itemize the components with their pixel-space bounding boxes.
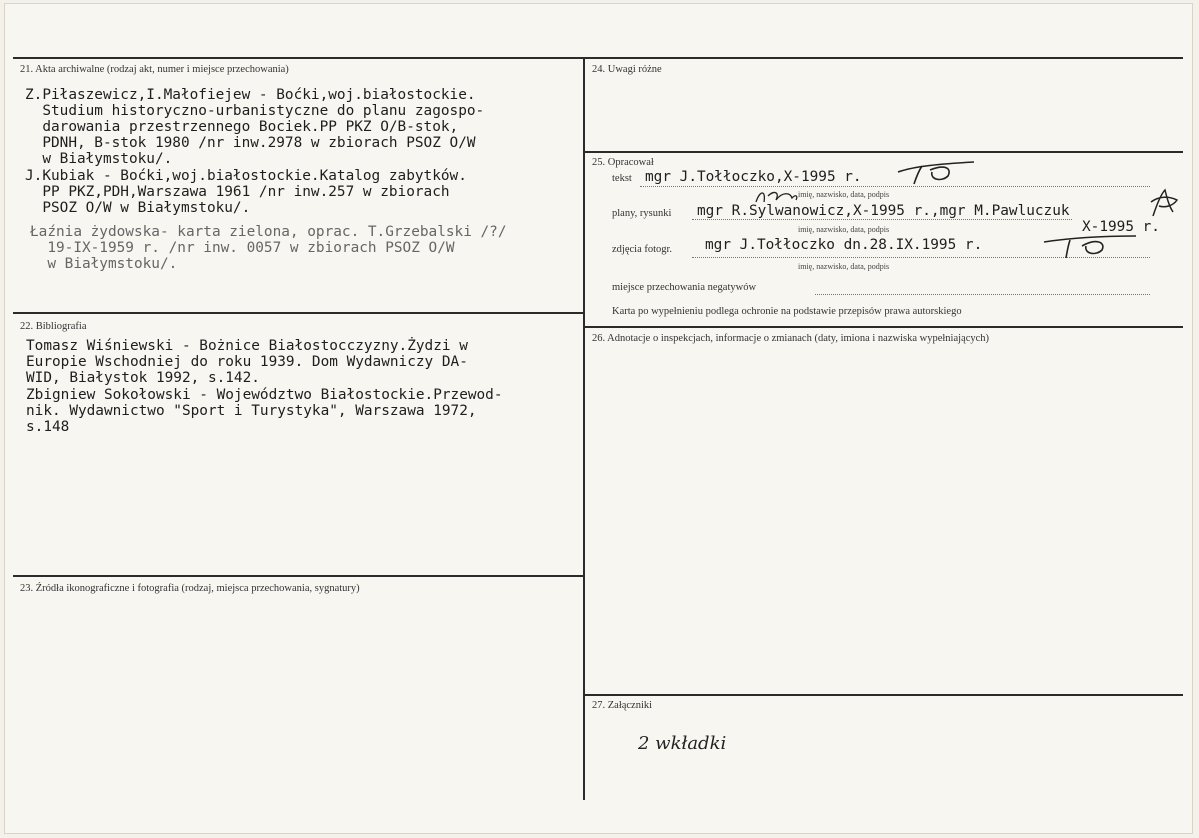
section-26-label: 26. Adnotacje o inspekcjach, informacje o zmianach (daty, imiona i nazwiska wypełniających) (592, 333, 990, 344)
section-23-label: 23. Źródła ikonograficzne i fotografia (rodzaj, miejsca przechowania, sygnatury) (20, 583, 360, 594)
s22-line: Tomasz Wiśniewski - Bożnice Białostocczyzny.Żydzi w (26, 338, 468, 354)
s21-faded-line: w Białymstoku/. (30, 256, 178, 272)
s21-line: Z.Piłaszewicz,I.Małofiejew - Boćki,woj.białostockie. (25, 87, 476, 103)
section-22-label: 22. Bibliografia (20, 321, 87, 332)
zdjecia-label: zdjęcia fotogr. (612, 244, 673, 255)
s22-line: WID, Białystok 1992, s.142. (26, 370, 260, 386)
negatywy-label: miejsce przechowania negatywów (612, 282, 757, 293)
plany-value: mgr R.Sylwanowicz,X-1995 r.,mgr M.Pawluczuk (697, 203, 1070, 219)
rule-24-25 (585, 151, 1183, 153)
rule-25-26 (585, 326, 1183, 328)
s21-line: Studium historyczno-urbanistyczne do planu zagospo- (25, 103, 485, 119)
s21-line: w Białymstoku/. (25, 151, 173, 167)
s22-line: s.148 (26, 419, 70, 435)
s22-line: nik. Wydawnictwo "Sport i Turystyka", Warszawa 1972, (26, 403, 477, 419)
zdjecia-value: mgr J.Tołłoczko dn.28.IX.1995 r. (705, 237, 983, 253)
zdjecia-hint: imię, nazwisko, data, podpis (798, 262, 890, 271)
s22-line: Zbigniew Sokołowski - Województwo Białostockie.Przewod- (26, 387, 503, 403)
section-24-label: 24. Uwagi różne (592, 64, 662, 75)
s22-line: Europie Wschodniej do roku 1939. Dom Wydawniczy DA- (26, 354, 468, 370)
s21-line: PP PKZ,PDH,Warszawa 1961 /nr inw.257 w zbiorach (25, 184, 450, 200)
tekst-hint: imię, nazwisko, data, podpis (798, 190, 890, 199)
plany-value-2: X-1995 r. (1082, 219, 1160, 235)
top-rule (13, 57, 1183, 59)
signature-zdjecia (1040, 232, 1140, 262)
rule-21-22 (13, 312, 583, 314)
section-21-label: 21. Akta archiwalne (rodzaj akt, numer i miejsce przechowania) (20, 64, 289, 75)
section-27-label: 27. Załączniki (592, 700, 653, 711)
s21-line: PSOZ O/W w Białymstoku/. (25, 200, 251, 216)
s21-line: PDNH, B-stok 1980 /nr inw.2978 w zbiorach PSOZ O/W (25, 135, 476, 151)
rule-26-27 (585, 694, 1183, 696)
s21-faded-line: Łaźnia żydowska- karta zielona, oprac. T.Grzebalski /?/ (30, 224, 507, 240)
s21-faded-line: 19-IX-1959 r. /nr inw. 0057 w zbiorach PSOZ O/W (30, 240, 455, 256)
tekst-value: mgr J.Tołłoczko,X-1995 r. (645, 169, 862, 185)
center-divider (583, 58, 585, 800)
rule-22-23 (13, 575, 583, 577)
signature-plany-2 (1143, 186, 1183, 220)
tekst-label: tekst (612, 173, 632, 184)
negatywy-dotline (815, 294, 1150, 295)
handwritten-attachments: 2 wkładki (638, 733, 727, 754)
s21-line: J.Kubiak - Boćki,woj.białostockie.Katalog zabytków. (25, 168, 467, 184)
plany-hint: imię, nazwisko, data, podpis (798, 225, 890, 234)
copyright-note: Karta po wypełnieniu podlega ochronie na podstawie przepisów prawa autorskiego (612, 306, 962, 317)
s21-line: darowania przestrzennego Bociek.PP PKZ O/B-stok, (25, 119, 459, 135)
section-25-label: 25. Opracował (592, 157, 654, 168)
signature-tekst (890, 158, 980, 188)
signature-plany-1 (752, 186, 802, 208)
plany-label: plany, rysunki (612, 208, 672, 219)
plany-dotline (692, 219, 1072, 220)
